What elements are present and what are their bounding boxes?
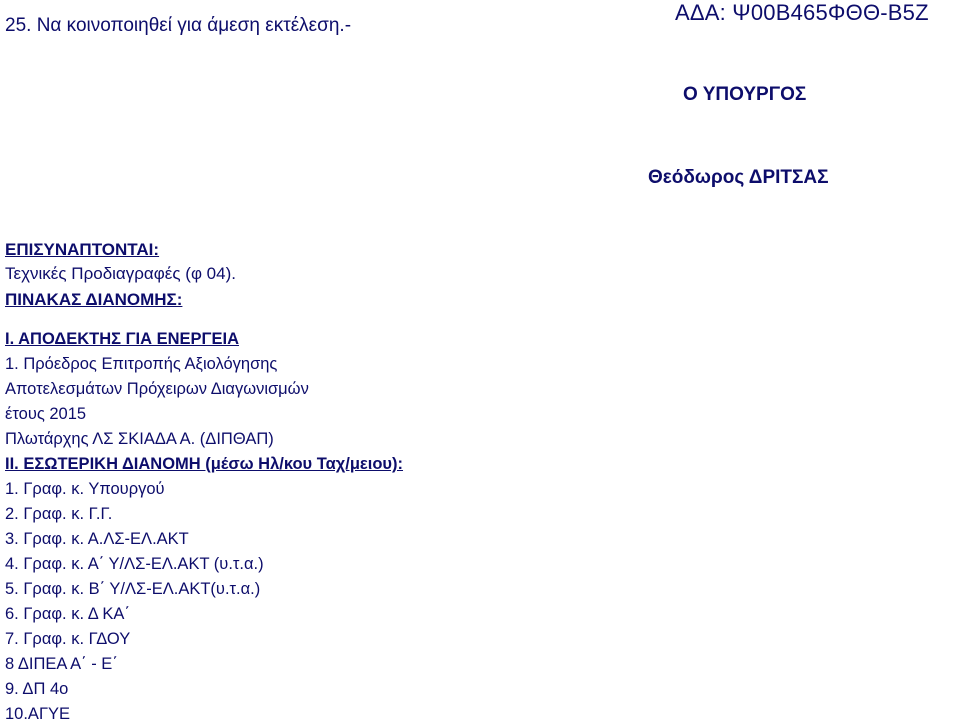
list-item: 2. Γραφ. κ. Γ.Γ.	[5, 505, 113, 523]
ada-identifier: ΑΔΑ: Ψ00Β465ΦΘΘ-Β5Ζ	[675, 0, 929, 25]
list-item: 10.ΑΓΥΕ	[5, 705, 71, 723]
list-item: 7. Γραφ. κ. ΓΔΟΥ	[5, 630, 131, 648]
list-item: 4. Γραφ. κ. Α΄ Υ/ΛΣ-ΕΛ.ΑΚΤ (υ.τ.α.)	[5, 555, 264, 573]
list-item: Πλωτάρχης ΛΣ ΣΚΙΑΔΑ Α. (ΔΙΠΘΑΠ)	[5, 430, 274, 448]
list-item: 3. Γραφ. κ. Α.ΛΣ-ΕΛ.ΑΚΤ	[5, 530, 189, 548]
list-item: 1. Πρόεδρος Επιτροπής Αξιολόγησης	[5, 355, 278, 373]
enclosures-text: Τεχνικές Προδιαγραφές (φ 04).	[5, 264, 236, 283]
signatory-title: Ο ΥΠΟΥΡΓΟΣ	[683, 84, 807, 105]
section2-heading: ΙΙ. ΕΣΩΤΕΡΙΚΗ ΔΙΑΝΟΜΗ (μέσω Ηλ/κου Ταχ/μειου):	[5, 455, 404, 473]
list-item: 9. ΔΠ 4ο	[5, 680, 69, 698]
section1-heading: Ι. ΑΠΟΔΕΚΤΗΣ ΓΙΑ ΕΝΕΡΓΕΙΑ	[5, 330, 239, 348]
signatory-name: Θεόδωρος ΔΡΙΤΣΑΣ	[648, 167, 829, 188]
distribution-heading: ΠΙΝΑΚΑΣ ΔΙΑΝΟΜΗΣ:	[5, 290, 183, 309]
enclosures-heading: ΕΠΙΣΥΝΑΠΤΟΝΤΑΙ:	[5, 240, 160, 259]
list-item: 5. Γραφ. κ. Β΄ Υ/ΛΣ-ΕΛ.ΑΚΤ(υ.τ.α.)	[5, 580, 261, 598]
list-item: 8 ΔΙΠΕΑ Α΄ - Ε΄	[5, 655, 118, 673]
list-item: Αποτελεσμάτων Πρόχειρων Διαγωνισμών	[5, 380, 309, 398]
list-item: έτους 2015	[5, 405, 87, 423]
forward-instruction-line: 25. Να κοινοποιηθεί για άμεση εκτέλεση.-	[5, 15, 352, 36]
list-item: 1. Γραφ. κ. Υπουργού	[5, 480, 165, 498]
distribution-list	[5, 327, 403, 727]
list-item: 6. Γραφ. κ. Δ ΚΑ΄	[5, 605, 130, 623]
